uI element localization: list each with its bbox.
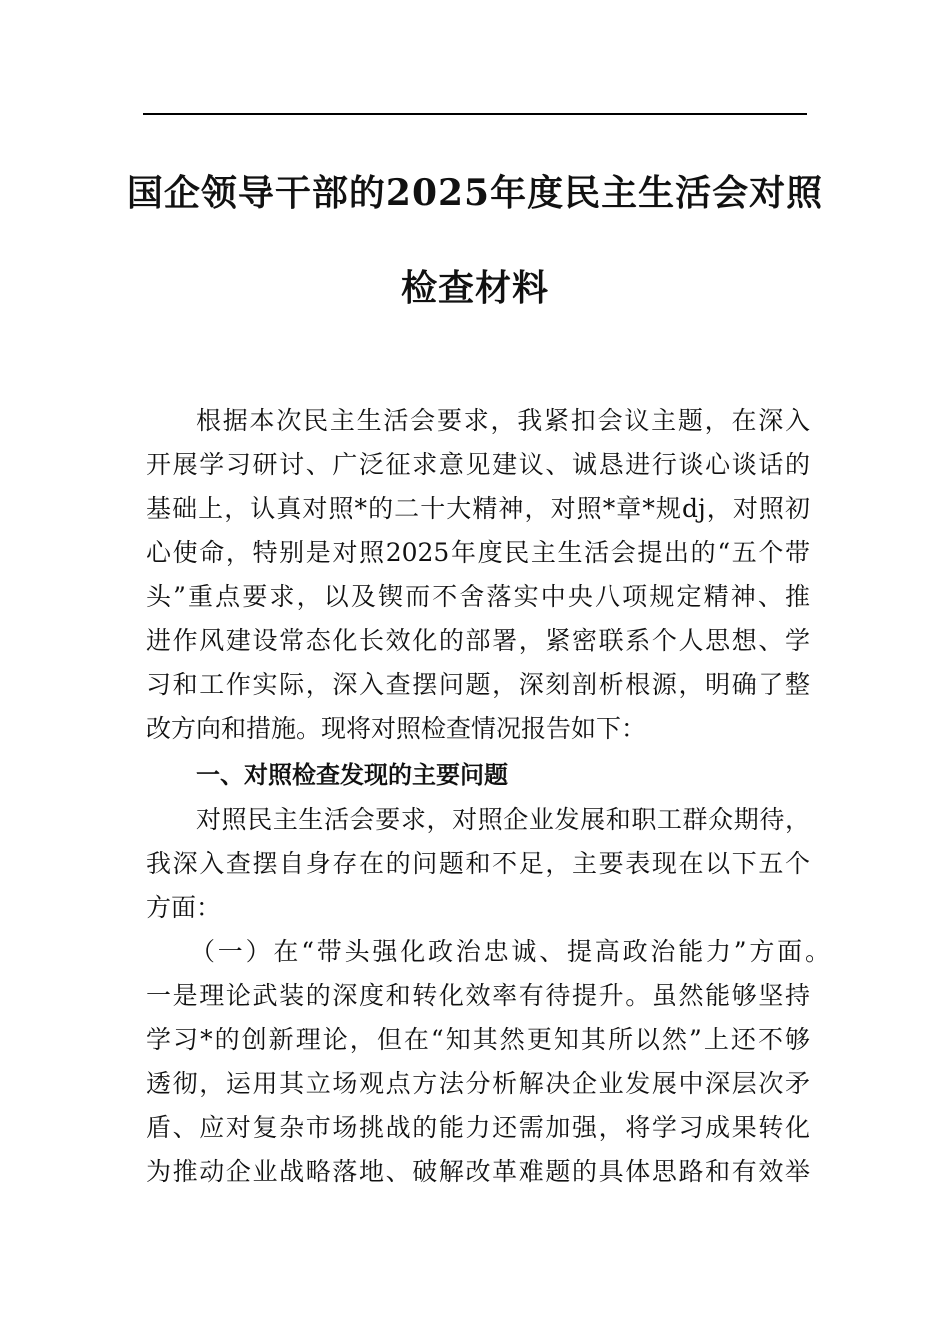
subsection-1-line-2: 学习*的创新理论，但在“知其然更知其所以然”上还不够: [146, 1025, 810, 1054]
intro-line-8: 改方向和措施。现将对照检查情况报告如下：: [146, 714, 647, 743]
header-rule: [143, 113, 807, 115]
section-1-line-2: 我深入查摆自身存在的问题和不足，主要表现在以下五个: [146, 849, 810, 878]
intro-line-7: 习和工作实际，深入查摆问题，深刻剖析根源，明确了整: [146, 670, 810, 699]
intro-line-2: 开展学习研讨、广泛征求意见建议、诚恳进行谈心谈话的: [146, 450, 810, 479]
subsection-1-line-4: 盾、应对复杂市场挑战的能力还需加强，将学习成果转化: [146, 1113, 810, 1142]
subsection-1-line-1: 一是理论武装的深度和转化效率有待提升。虽然能够坚持: [146, 981, 810, 1010]
intro-line-5: 头”重点要求，以及锲而不舍落实中央八项规定精神、推: [146, 582, 810, 611]
intro-line-6: 进作风建设常态化长效化的部署，紧密联系个人思想、学: [146, 626, 810, 655]
document-title-line-1: 国企领导干部的2025年度民主生活会对照: [126, 172, 824, 214]
intro-line-3: 基础上，认真对照*的二十大精神，对照*章*规dj，对照初: [146, 494, 810, 523]
intro-line-1: 根据本次民主生活会要求，我紧扣会议主题，在深入: [196, 406, 810, 435]
section-1-heading: 一、对照检查发现的主要问题: [196, 761, 508, 789]
subsection-1-heading: （一）在“带头强化政治忠诚、提高政治能力”方面。: [190, 937, 830, 966]
subsection-1-line-3: 透彻，运用其立场观点方法分析解决企业发展中深层次矛: [146, 1069, 810, 1098]
section-1-line-3: 方面：: [146, 893, 222, 922]
document-title-line-2: 检查材料: [400, 267, 549, 309]
section-1-line-1: 对照民主生活会要求，对照企业发展和职工群众期待，: [196, 805, 810, 834]
intro-line-4: 心使命，特别是对照2025年度民主生活会提出的“五个带: [146, 538, 810, 567]
subsection-1-line-5: 为推动企业战略落地、破解改革难题的具体思路和有效举: [146, 1157, 810, 1186]
